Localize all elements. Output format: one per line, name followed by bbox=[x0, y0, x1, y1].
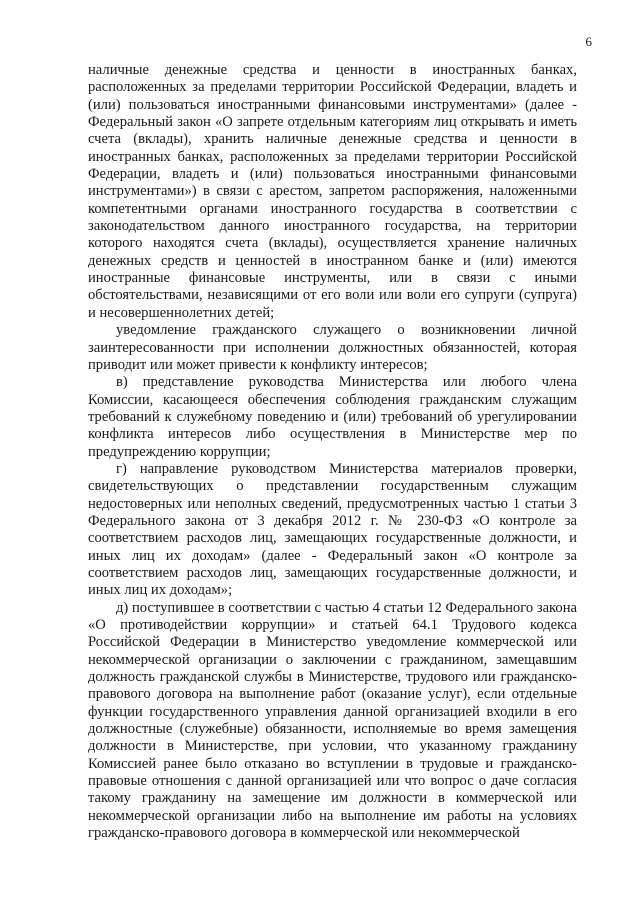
page-number: 6 bbox=[585, 34, 592, 49]
paragraph-continuation: наличные денежные средства и ценности в иностранных банках, расположенных за пределами территории Российской Федерации, владеть и (или) пользоваться иностранными финансовыми инструментами» (далее - Федеральный закон «О запрете отдельным категориям лиц открывать и иметь счета (вклады), хранить наличные денежные средства и ценности в иностранных банках, расположенных за пределами территории Российской Федерации, владеть и (или) пользоваться иностранными финансовыми инструментами») в связи с арестом, запретом распоряжения, наложенными компетентными органами иностранного государства в соответствии с законодательством данного иностранного государства, на территории которого находятся счета (вклады), осуществляется хранение наличных денежных средств и ценностей в иностранном банке и (или) имеются иностранные финансовые инструменты, или в связи с иными обстоятельствами, независящими от его воли или воли его супруги (супруга) и несовершеннолетних детей; bbox=[88, 62, 577, 321]
paragraph-item-v: в) представление руководства Министерства или любого члена Комиссии, касающееся обеспечения соблюдения гражданским служащим требований к служебному поведению и (или) требований об урегулировании конфликта интересов либо осуществления в Министерстве мер по предупреждению коррупции; bbox=[88, 374, 577, 460]
paragraph-item-g: г) направление руководством Министерства материалов проверки, свидетельствующих о представлении государственным служащим недостоверных или неполных сведений, предусмотренных частью 1 статьи 3 Федерального закона от 3 декабря 2012 г. № 230-ФЗ «О контроле за соответствием расходов лиц, замещающих государственные должности, и иных лиц их доходам» (далее - Федеральный закон «О контроле за соответствием расходов лиц, замещающих государственные должности, и иных лиц их доходам»; bbox=[88, 460, 577, 599]
paragraph-notification: уведомление гражданского служащего о возникновении личной заинтересованности при исполнении должностных обязанностей, которая приводит или может привести к конфликту интересов; bbox=[88, 322, 577, 373]
paragraph-item-d: д) поступившее в соответствии с частью 4 статьи 12 Федерального закона «О противодействии коррупции» и статьей 64.1 Трудового кодекса Российской Федерации в Министерство уведомление коммерческой или некоммерческой организации о заключении с гражданином, замещавшим должность гражданской службы в Министерстве, трудового или гражданско-правового договора на выполнение работ (оказание услуг), если отдельные функции государственного управления данной организацией входили в его должностные (служебные) обязанности, исполняемые во время замещения должности в Министерстве, при условии, что указанному гражданину Комиссией ранее было отказано во вступлении в трудовые и гражданско-правовые отношения с данной организацией или что вопрос о даче согласия такому гражданину на замещение им должности в коммерческой или некоммерческой организации либо на выполнение им работы на условиях гражданско-правового договора в коммерческой или некоммерческой bbox=[88, 599, 577, 842]
body-text bbox=[88, 62, 577, 842]
